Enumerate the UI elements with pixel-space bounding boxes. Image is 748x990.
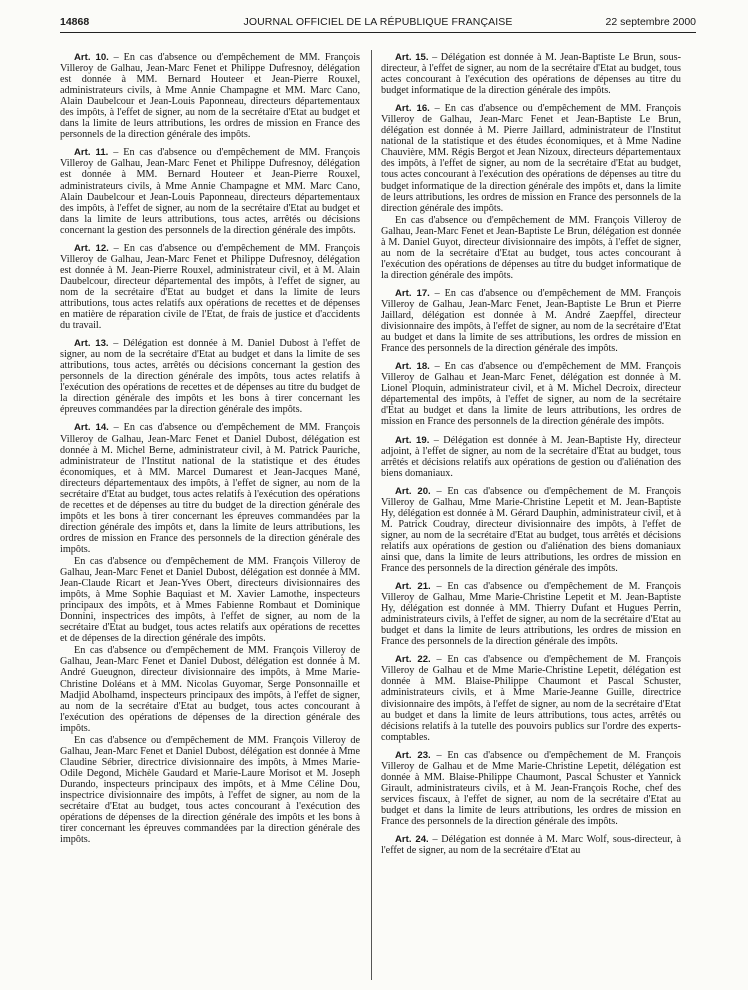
article-text: – En cas d'absence ou d'empêchement de MM. François Villeroy de Galhau et Jean-Marc Fenet, délégation est donnée à M. Lionel Ploquin, administrateur civil, et à M. Michel Decroix, directeur départemental des impôts, à l'effet de signer, au nom de la secrétaire d'Etat au budget et dans la limite de leurs attributions, les ordres de mission en France des personnels de la direction générale des impôts. xyxy=(381,361,681,428)
article-text: – En cas d'absence ou d'empêchement de MM. François Villeroy de Galhau, Jean-Marc Fenet et Philippe Dufresnoy, délégation est donnée à M. Jean-Pierre Rouxel, administrateur civil, et à M. Alain Daubelcour, directeur départemental des impôts, à l'effet de signer, au nom de la secrétaire d'Etat au budget et dans la limite de leurs attributions, tous actes relatifs aux opérations de recettes et de dépenses en matière de réparation civile de l'Etat, de frais de justice et d'accidents du travail. xyxy=(60,242,360,332)
article-paragraph xyxy=(60,243,360,331)
article-number: Art. 17. xyxy=(395,287,430,299)
article-number: Art. 19. xyxy=(395,434,430,446)
journal-title: JOURNAL OFFICIEL DE LA RÉPUBLIQUE FRANÇAISE xyxy=(243,16,513,28)
article-text: En cas d'absence ou d'empêchement de MM. François Villeroy de Galhau, Jean-Marc Fenet et Daniel Dubost, délégation est donnée à MM. Jean-Claude Ricart et Jean-Yves Obert, directeurs divisionnaires des impôts, à Mme Sophie Baquiast et M. Xavier Lamothe, inspecteurs principaux des impôts, et à Mmes Fabienne Rombaut et Dominique Donnini, inspectrices des impôts, à l'effet de signer, au nom de la secrétaire d'Etat au budget, tous actes relatifs aux opérations de recettes et de dépenses de la direction générale des impôts. xyxy=(60,556,360,645)
article-paragraph xyxy=(381,834,681,856)
article-text: – En cas d'absence ou d'empêchement de MM. François Villeroy de Galhau, Jean-Marc Fenet et Jean-Baptiste Le Brun, délégation est donnée à M. Pierre Jaillard, administrateur de l'Institut national de la statistique et des études économiques, et à Mme Nadine Chauvière, MM. Régis Bergot et Jean Nizoux, directeurs départementaux des impôts, à l'effet de signer, au nom de la secrétaire d'Etat au budget, tous actes concourant à l'exécution des opérations de dépenses au titre du budget informatique de la direction générale des impôts et, dans la limite de leurs attributions, les ordres de mission en France des personnels de la direction générale des impôts. xyxy=(381,103,681,214)
article-text: – En cas d'absence ou d'empêchement de MM. François Villeroy de Galhau, Jean-Marc Fenet et Daniel Dubost, délégation est donnée à M. Michel Berne, administrateur civil, à M. Patrick Pauriche, administrateur de l'Institut national de la statistique et des études économiques, et à MM. Marcel Dumarest et Jean-Jacques Mané, directeurs départementaux des impôts, à l'effet de signer, au nom de la secrétaire d'Etat au budget, tous actes relatifs à l'exécution des opérations de recettes et de dépenses au titre du budget de la direction générale des impôts et les bons à tirer concernant les épreuves commandées par la direction générale des impôts et, dans la limite de leurs attributions, les ordres de mission en France des personnels de la direction générale des impôts. xyxy=(60,422,360,555)
article-number: Art. 15. xyxy=(395,52,429,63)
article-text: – En cas d'absence ou d'empêchement de MM. François Villeroy de Galhau, Jean-Marc Fenet et Philippe Dufresnoy, délégation est donnée à MM. Bernard Houteer et Jean-Pierre Rouxel, administrateurs civils, à Mme Annie Champagne et MM. Marc Cano, Alain Daubelcour et Jean-Louis Paponneau, directeurs départementaux des impôts, à l'effet de signer, au nom de la secrétaire d'Etat au budget et dans la limite de leurs attributions, les ordres de mission en France des personnels de la direction générale des impôts. xyxy=(60,52,360,141)
article-paragraph xyxy=(381,435,681,479)
page-number: 14868 xyxy=(60,16,90,28)
article-number: Art. 10. xyxy=(74,52,109,63)
article-paragraph xyxy=(381,654,681,742)
article-subparagraph xyxy=(60,556,360,644)
article-paragraph xyxy=(381,361,681,427)
article-number: Art. 12. xyxy=(74,242,109,254)
article-text: – Délégation est donnée à M. Jean-Baptiste Hy, directeur adjoint, à l'effet de signer, au nom de la secrétaire d'Etat au budget, tous arrêtés et décisions relatifs aux opérations de gestion ou d'aliénation des biens domaniaux. xyxy=(381,434,681,479)
right-column xyxy=(381,52,681,982)
page-header xyxy=(60,14,696,33)
article-number: Art. 24. xyxy=(395,834,429,846)
article-number: Art. 20. xyxy=(395,485,431,497)
left-column xyxy=(60,52,360,982)
article-text: – En cas d'absence ou d'empêchement de M. François Villeroy de Galhau et de Mme Marie-Christine Lepetit, délégation est donnée à MM. Blaise-Philippe Chaumont, Pascal Schuster et Yannick Girault, administrateurs civils, et à M. Jean-François Roche, chef des services fiscaux, à l'effet de signer, au nom de la secrétaire d'Etat au budget et dans la limite de leurs attributions, les ordres de mission en France des personnels de la direction générale des impôts. xyxy=(381,749,681,827)
article-subparagraph xyxy=(60,645,360,733)
article-paragraph xyxy=(60,147,360,235)
article-text: En cas d'absence ou d'empêchement de MM. François Villeroy de Galhau, Jean-Marc Fenet et Daniel Dubost, délégation est donnée à M. André Gueugnon, directeur divisionnaire des impôts, à Mme Marie-Christine Doléans et à MM. Nicolas Guyomar, Serge Ponsonnaille et Madjid Abolhamd, inspecteurs principaux des impôts, à l'effet de signer, au nom de la secrétaire d'Etat au budget, tous actes concourant à l'exécution des opérations de dépenses de la direction générale des impôts. xyxy=(60,645,360,734)
article-number: Art. 22. xyxy=(395,654,431,666)
article-paragraph xyxy=(381,581,681,647)
article-number: Art. 16. xyxy=(395,103,430,115)
article-subparagraph xyxy=(381,215,681,281)
article-number: Art. 14. xyxy=(74,422,109,434)
article-paragraph xyxy=(60,422,360,555)
article-number: Art. 13. xyxy=(74,338,109,350)
article-text: En cas d'absence ou d'empêchement de MM. François Villeroy de Galhau, Jean-Marc Fenet et Jean-Baptiste Le Brun, délégation est donnée à M. Daniel Guyot, directeur divisionnaire des impôts, à l'effet de signer, au nom de la secrétaire d'Etat au budget, tous actes concourant à l'exécution des opérations de dépenses au titre du budget informatique de la direction générale des impôts. xyxy=(381,214,681,281)
article-number: Art. 18. xyxy=(395,361,430,373)
article-paragraph xyxy=(60,52,360,140)
article-text: – Délégation est donnée à M. Marc Wolf, sous-directeur, à l'effet de signer, au nom de la secrétaire d'Etat au xyxy=(381,834,681,857)
article-paragraph xyxy=(381,52,681,96)
article-subparagraph xyxy=(60,735,360,845)
article-text: – En cas d'absence ou d'empêchement de MM. François Villeroy de Galhau, Jean-Marc Fenet, Jean-Baptiste Le Brun et Pierre Jaillard, délégation est donnée à M. André Zaepffel, directeur divisionnaire des impôts, à l'effet de signer, au nom de la secrétaire d'Etat au budget et dans la limite de ses attributions, les ordres de mission en France des personnels de la direction générale des impôts. xyxy=(381,287,681,355)
article-number: Art. 11. xyxy=(74,147,109,159)
article-paragraph xyxy=(60,338,360,415)
article-paragraph xyxy=(381,486,681,574)
article-text: – En cas d'absence ou d'empêchement de M. François Villeroy de Galhau, Mme Marie-Christine Lepetit et M. Jean-Baptiste Hy, délégation est donnée à M. Gérard Dauphin, administrateur civil, et à M. Patrick Coudray, directeur divisionnaire des impôts, à l'effet de signer, au nom de la secrétaire d'Etat au budget, tous arrêtés et décisions relatifs aux opérations de gestion ou d'aliénation des biens domaniaux ainsi que, dans la limite de leurs attributions, les ordres de mission en France des personnels de la direction générale des impôts. xyxy=(381,485,681,575)
article-text: – Délégation est donnée à M. Daniel Dubost à l'effet de signer, au nom de la secrétaire d'Etat au budget et dans la limite de ses attributions, tous actes, arrêtés ou décisions concernant la gestion des personnels de la direction générale des impôts, tous actes relatifs à l'exécution des opérations de recettes et de dépenses au titre du budget de la direction générale des impôts et les bons à tirer concernant les épreuves commandées par la direction générale des impôts. xyxy=(60,338,360,416)
article-paragraph xyxy=(381,103,681,213)
article-number: Art. 23. xyxy=(395,749,431,761)
article-text: – Délégation est donnée à M. Jean-Baptiste Le Brun, sous-directeur, à l'effet de signer, au nom de la secrétaire d'Etat au budget, tous actes concourant à l'exécution des opérations de dépenses au titre du budget informatique de la direction générale des impôts. xyxy=(381,52,681,97)
article-text: – En cas d'absence ou d'empêchement de M. François Villeroy de Galhau, Mme Marie-Christine Lepetit et M. Jean-Baptiste Hy, délégation est donnée à MM. Thierry Dufant et Hugues Perrin, administrateurs civils, à l'effet de signer, au nom de la secrétaire d'Etat au budget et dans la limite de leurs attributions, les ordres de mission en France des personnels de la direction générale des impôts. xyxy=(381,581,681,648)
publication-date: 22 septembre 2000 xyxy=(605,16,696,28)
article-paragraph xyxy=(381,750,681,827)
column-divider xyxy=(371,50,372,980)
article-text: – En cas d'absence ou d'empêchement de M. François Villeroy de Galhau et de Mme Marie-Christine Lepetit, délégation est donnée à MM. Blaise-Philippe Chaumont et Pascal Schuster, administrateurs civils, et à Mme Marie-Jeanne Guille, directrice divisionnaire des impôts, à l'effet de signer, au nom de la secrétaire d'Etat au budget et dans la limite de leurs attributions, tous actes, arrêtés ou décisions relatifs à la tutelle des pouvoirs publics sur l'ordre des experts-comptables. xyxy=(381,654,681,743)
article-text: – En cas d'absence ou d'empêchement de MM. François Villeroy de Galhau, Jean-Marc Fenet et Philippe Dufresnoy, délégation est donnée à MM. Bernard Houteer et Jean-Pierre Rouxel, administrateurs civils, à Mme Annie Champagne et MM. Marc Cano, Alain Daubelcour et Jean-Louis Paponneau, directeurs départementaux des impôts, à l'effet de signer, au nom de la secrétaire d'Etat au budget et dans la limite de leurs attributions, tous actes, arrêtés ou décisions concernant la gestion des personnels de la direction générale des impôts. xyxy=(60,147,360,236)
article-number: Art. 21. xyxy=(395,581,431,593)
article-text: En cas d'absence ou d'empêchement de MM. François Villeroy de Galhau, Jean-Marc Fenet et Daniel Dubost, délégation est donnée à Mme Claudine Sébrier, directrice divisionnaire des impôts, à Mmes Marie-Odile Degond, Michèle Gaudard et Marie-Laure Morisot et M. Joseph Durando, inspecteurs principaux des impôts, et à Mme Céline Dou, inspectrice divisionnaire des impôts, à l'effet de signer, au nom de la secrétaire d'Etat au budget, tous actes concourant à l'exécution des opérations de dépenses de la direction générale des impôts et les bons à tirer concernant les épreuves commandées par la direction générale des impôts. xyxy=(60,734,360,846)
article-paragraph xyxy=(381,288,681,354)
